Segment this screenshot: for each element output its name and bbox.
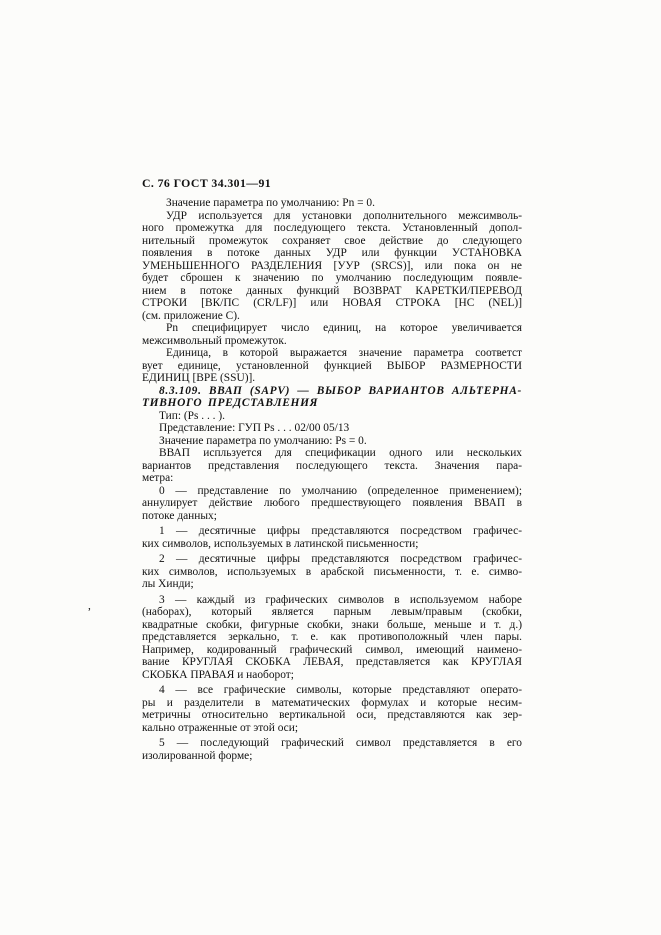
text-line: Тип: (Ps . . . ). [159,409,226,422]
paragraph [142,322,522,347]
text-line: Единица, в которой выражается значение параметра соответст [166,347,522,359]
text-line: Значение параметра по умолчанию: Ps = 0. [159,434,367,447]
margin-mark: , [88,600,91,612]
list-item [142,553,522,591]
text-line: 4 — все графические символы, которые представляют операто- [159,684,522,696]
text-line: ЕДИНИЦ [ВРЕ (SSU)]. [142,372,256,384]
paragraph [142,435,522,448]
paragraph [142,197,522,210]
text-line: 8.3.109. ВВАП (SAPV) — ВЫБОР ВАРИАНТОВ АЛЬТЕРНА- [159,384,522,397]
text-line: Представление: ГУП Ps . . . 02/00 05/13 [159,422,350,434]
text-line: 0 — представление по умолчанию (определенное применением); [159,484,522,497]
text-line: нием в потоке данных функций ВОЗВРАТ КАРЕТКИ/ПЕРЕВОД [142,284,522,297]
text-line: 2 — десятичные цифры представляются посредством графичес- [159,553,522,565]
paragraph [142,422,522,435]
text-line: ВВАП испльзуется для спецификации одного или нескольких [159,447,522,459]
text-line: вариантов представления последующего текста. Значения пара- [142,459,522,472]
text-line: 1 — десятичные цифры представляются посредством графичес- [159,525,522,537]
text-line: представляется зеркально, т. е. как противоположный член пары. [142,631,522,643]
text-line: ТИВНОГО ПРЕДСТАВЛЕНИЯ [142,397,319,409]
page-header: С. 76 ГОСТ 34.301—91 [142,176,272,190]
list-item [142,684,522,734]
text-line: изолированной форме; [142,749,253,762]
text-line: 5 — последующий графический символ представляется в его [159,737,522,749]
text-line: потоке данных; [142,509,217,522]
text-line: УМЕНЬШЕННОГО РАЗДЕЛЕНИЯ [УУР (SRCS)], или пока он не [142,259,522,272]
text-line: метричны относительно вертикальной оси, представляются как зер- [142,709,522,721]
text-line: лы Хинди; [142,578,194,590]
text-line: нительный промежуток сохраняет свое действие до следующего [142,234,522,247]
paragraph [142,210,522,323]
text-line: аннулирует действие любого предшествующего появления ВВАП в [142,497,522,509]
text-line: кально отраженные от этой оси; [142,721,298,734]
text-line: 3 — каждый из графических символов в используемом наборе [159,593,522,606]
text-line: СКОБКА ПРАВАЯ и наоборот; [142,668,294,681]
text-line: вует единице, установленной функцией ВЫБОР РАЗМЕРНОСТИ [142,359,522,372]
text-line: Например, кодированный графический символ, имеющий наимено- [142,643,522,656]
list-item [142,525,522,550]
text-line: ры и разделители в математических формулах и которые несим- [142,696,522,709]
paragraph [142,410,522,423]
paragraph [142,347,522,385]
text-line: межсимвольный промежуток. [142,334,287,347]
text-line: УДР используется для установки дополнительного межсимволь- [166,209,522,222]
text-column [142,197,522,762]
paragraph [142,447,522,485]
text-line: СТРОКИ [ВК/ПС (CR/LF)] или НОВАЯ СТРОКА [НС (NEL)] [142,297,522,309]
text-line: (наборах), который является парным левым/правым (скобки, [142,606,522,618]
text-line: метра: [142,472,174,484]
text-line: ких символов, используемых в арабской письменности, т. е. симво- [142,565,522,578]
text-line: (см. приложение С). [142,309,240,322]
text-line: Значение параметра по умолчанию: Pn = 0. [166,197,375,209]
text-line: квадратные скобки, фигурные скобки, знаки больше, меньше и т. д.) [142,618,522,631]
text-line: появления в потоке данных УДР или функции УСТАНОВКА [142,247,522,259]
text-line: ких символов, используемых в латинской письменности; [142,537,419,550]
text-line: будет сброшен к значению по умолчанию последующим появле- [142,272,522,284]
text-line: вание КРУГЛАЯ СКОБКА ЛЕВАЯ, представляется как КРУГЛАЯ [142,656,522,668]
list-item [142,485,522,523]
list-item [142,737,522,762]
text-line: ного промежутка для последующего текста. Установленный допол- [142,222,522,234]
text-line: Pn специфицирует число единиц, на которое увеличивается [166,322,522,334]
list-item [142,594,522,682]
section-udr-parameters [142,197,522,385]
section-heading [142,385,522,410]
section-8-3-109-sapv [142,385,522,763]
